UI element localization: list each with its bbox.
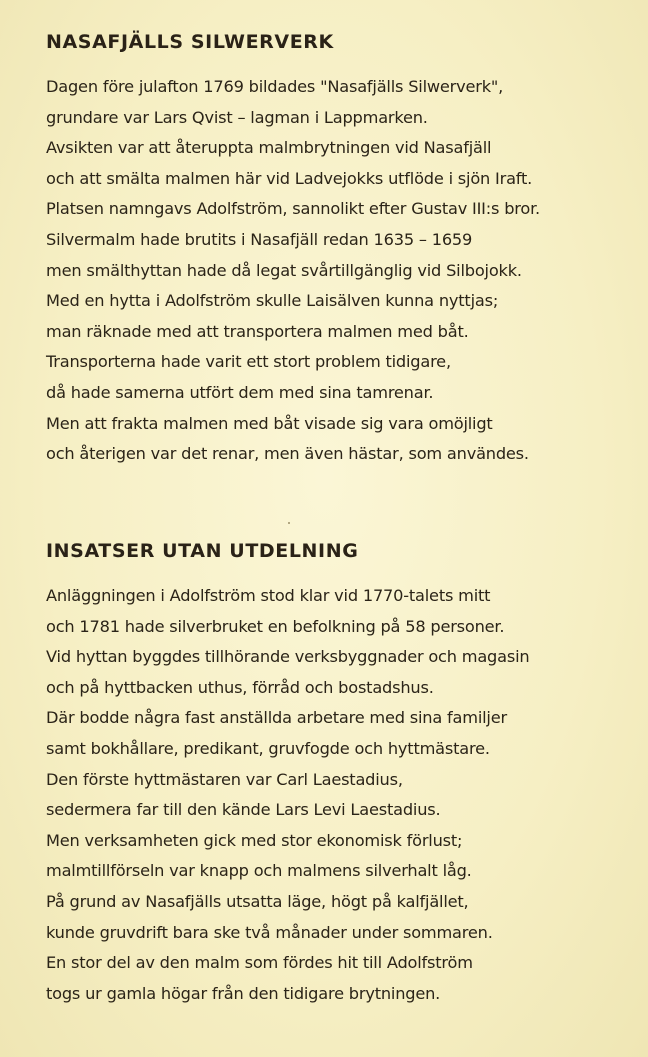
- text-line: Men verksamheten gick med stor ekonomisk förlust;: [46, 830, 463, 850]
- text-line: På grund av Nasafjälls utsatta läge, högt på kalfjället,: [46, 891, 469, 911]
- text-line: och återigen var det renar, men även hästar, som användes.: [46, 444, 529, 464]
- text-line: och att smälta malmen här vid Ladvejokks utflöde i sjön Iraft.: [46, 168, 533, 188]
- text-line: malmtillförseln var knapp och malmens silverhalt låg.: [46, 861, 472, 881]
- decorative-dot: [288, 522, 290, 524]
- section-nasafjalls-silwerverk: [46, 30, 642, 470]
- text-line: men smälthyttan hade då legat svårtillgänglig vid Silbojokk.: [46, 260, 522, 280]
- text-line: Silvermalm hade brutits i Nasafjäll redan 1635 – 1659: [46, 229, 473, 249]
- text-line: Den förste hyttmästaren var Carl Laestadius,: [46, 769, 403, 789]
- paragraph: [46, 72, 642, 470]
- text-line: Anläggningen i Adolfström stod klar vid 1770-talets mitt: [46, 586, 491, 605]
- text-line: En stor del av den malm som fördes hit till Adolfström: [46, 953, 473, 973]
- text-line: Där bodde några fast anställda arbetare med sina familjer: [46, 708, 507, 728]
- text-line: sedermera far till den kände Lars Levi Laestadius.: [46, 800, 441, 820]
- text-line: samt bokhållare, predikant, gruvfogde och hyttmästare.: [46, 738, 490, 758]
- text-line: Vid hyttan byggdes tillhörande verksbyggnader och magasin: [46, 647, 530, 667]
- text-line: Transporterna hade varit ett stort problem tidigare,: [46, 352, 451, 372]
- info-panel: [46, 30, 642, 1003]
- text-line: togs ur gamla högar från den tidigare brytningen.: [46, 983, 441, 1003]
- text-line: man räknade med att transportera malmen med båt.: [46, 321, 469, 341]
- section-heading: NASAFJÄLLS SILWERVERK: [46, 31, 334, 53]
- text-line: Men att frakta malmen med båt visade sig vara omöjligt: [46, 413, 493, 433]
- text-line: Platsen namngavs Adolfström, sannolikt efter Gustav III:s bror.: [46, 199, 540, 219]
- text-line: Avsikten var att återuppta malmbrytningen vid Nasafjäll: [46, 138, 492, 158]
- text-line: kunde gruvdrift bara ske två månader under sommaren.: [46, 922, 493, 942]
- section-insatser-utan-utdelning: [46, 539, 529, 1009]
- paragraph: [46, 581, 529, 1009]
- text-line: grundare var Lars Qvist – lagman i Lappmarken.: [46, 107, 428, 127]
- section-heading: INSATSER UTAN UTDELNING: [46, 540, 359, 562]
- text-line: Med en hytta i Adolfström skulle Laisälven kunna nyttjas;: [46, 291, 499, 311]
- text-line: och på hyttbacken uthus, förråd och bostadshus.: [46, 677, 434, 697]
- text-line: då hade samerna utfört dem med sina tamrenar.: [46, 382, 434, 402]
- text-line: Dagen före julafton 1769 bildades "Nasafjälls Silwerverk",: [46, 77, 504, 96]
- text-line: och 1781 hade silverbruket en befolkning på 58 personer.: [46, 616, 505, 636]
